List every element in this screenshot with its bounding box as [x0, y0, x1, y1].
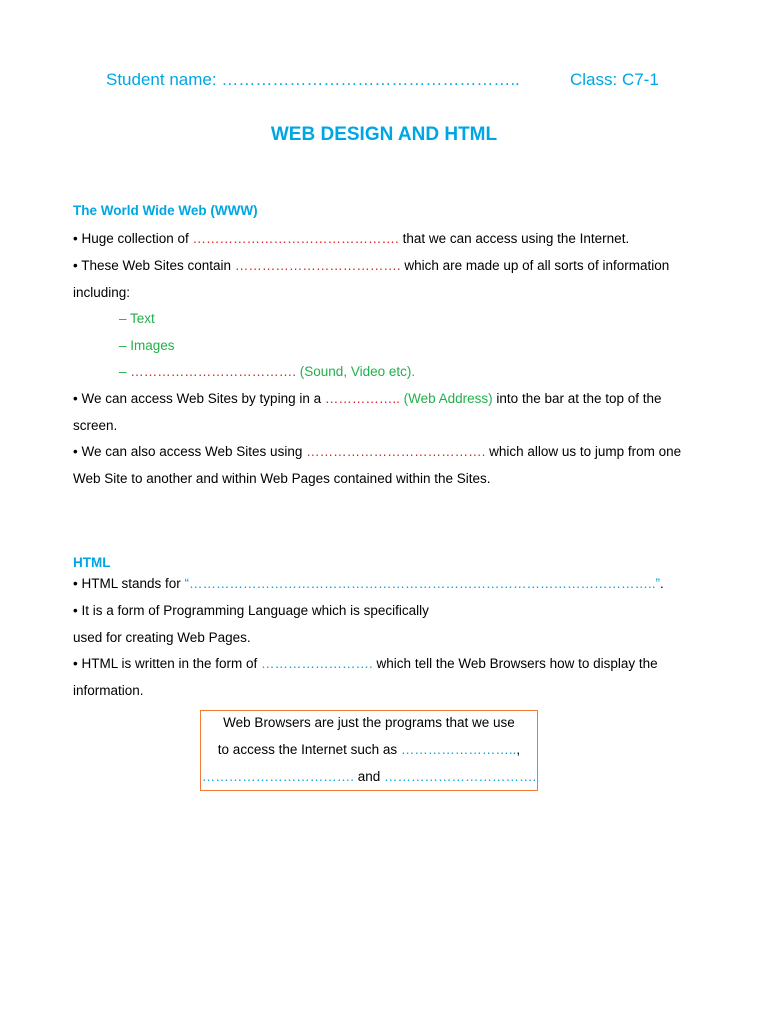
fill-blank: ……………………………….	[130, 364, 297, 379]
fill-blank: ……………………………………….	[192, 231, 399, 246]
text: • HTML stands for	[73, 576, 185, 591]
note: (Sound, Video etc).	[296, 364, 416, 379]
fill-blank: …………………….	[261, 656, 373, 671]
box-line-3	[201, 769, 537, 784]
text: • We can also access Web Sites using	[73, 444, 307, 459]
text: and	[353, 769, 385, 784]
www-line-2	[73, 256, 669, 276]
student-name-line	[106, 70, 520, 90]
fill-blank: ……………..	[324, 391, 400, 406]
page-title: WEB DESIGN AND HTML	[270, 124, 498, 145]
text: which tell the Web Browsers how to display the	[372, 656, 658, 671]
list-item-text: – Text	[119, 311, 155, 326]
note: (Web Address)	[399, 391, 493, 406]
www-line-7: Web Site to another and within Web Pages contained within the Sites.	[73, 471, 491, 486]
www-line-6	[73, 442, 681, 462]
list-item-images: – Images	[119, 338, 175, 353]
text: which are made up of all sorts of information	[400, 258, 670, 273]
box-line-2	[201, 742, 537, 757]
student-name-label: Student name:	[106, 70, 222, 89]
fill-blank: ………………………………….	[306, 444, 486, 459]
html-line-5: information.	[73, 683, 144, 698]
text: that we can access using the Internet.	[398, 231, 630, 246]
text: into the bar at the top of the	[492, 391, 662, 406]
text: ,	[516, 742, 521, 757]
browsers-note-box	[200, 710, 538, 791]
text: • HTML is written in the form of	[73, 656, 262, 671]
www-heading: The World Wide Web (WWW)	[73, 203, 258, 218]
text: which allow us to jump from one	[485, 444, 682, 459]
html-line-1	[73, 574, 664, 594]
text: • These Web Sites contain	[73, 258, 235, 273]
class-label: Class: C7-1	[570, 70, 659, 89]
html-line-2: • It is a form of Programming Language which is specifically	[73, 603, 429, 618]
text: –	[119, 364, 131, 379]
www-line-1	[73, 229, 629, 249]
student-name-blank: ……………………………………………..	[221, 70, 520, 89]
box-line-1: Web Browsers are just the programs that we use	[223, 715, 515, 730]
fill-blank: …………………………….	[384, 769, 537, 784]
text: • Huge collection of	[73, 231, 193, 246]
text: • We can access Web Sites by typing in a	[73, 391, 325, 406]
fill-blank: ……………………………….	[234, 258, 401, 273]
fill-blank: …………………………….	[201, 769, 354, 784]
text: .	[660, 576, 664, 591]
www-line-4	[73, 389, 662, 409]
fill-blank: ……………………..	[400, 742, 517, 757]
www-line-5: screen.	[73, 418, 118, 433]
fill-blank: “…………………………………………………………………………………………..”	[184, 576, 661, 591]
www-line-3: including:	[73, 285, 131, 300]
html-heading: HTML	[73, 555, 111, 570]
html-line-4	[73, 654, 658, 674]
html-line-3: used for creating Web Pages.	[73, 630, 251, 645]
text: to access the Internet such as	[217, 742, 401, 757]
list-item-other	[119, 362, 415, 382]
